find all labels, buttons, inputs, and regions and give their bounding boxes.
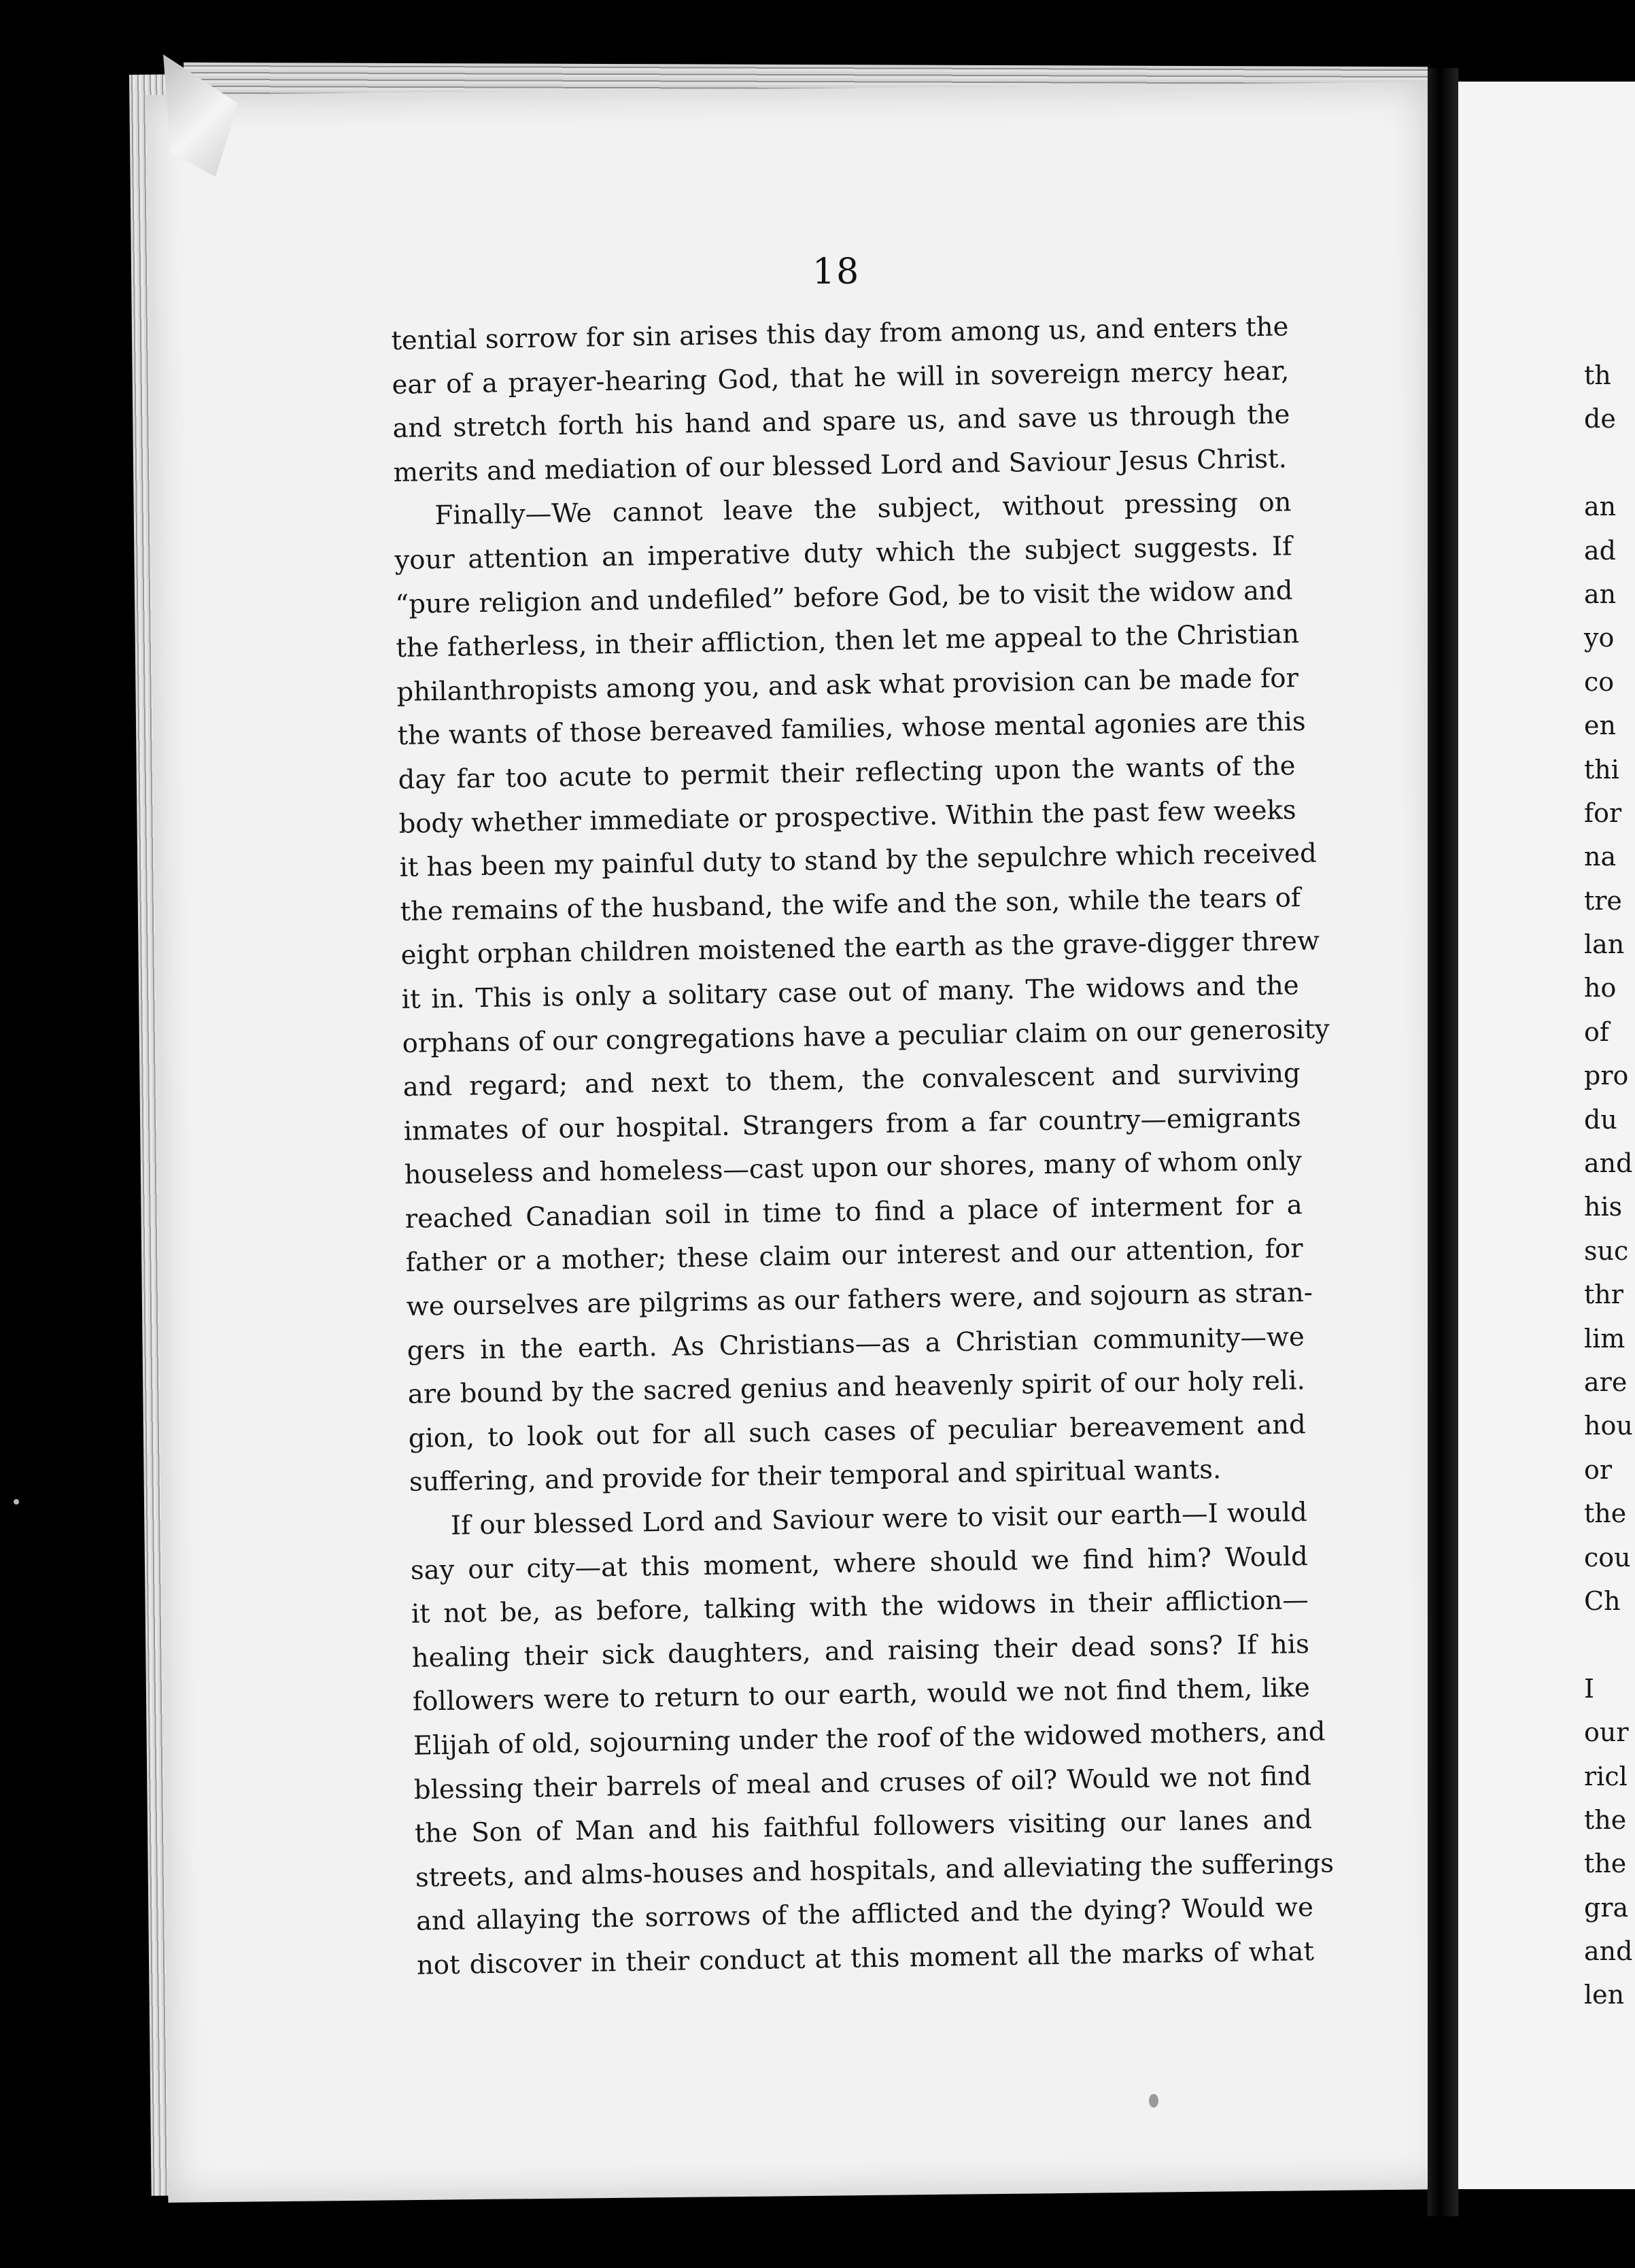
right-page-text-fragments <box>1584 354 1633 2017</box>
fragment-line: na <box>1584 842 1617 872</box>
text-line: and stretch forth his hand and spare us, and save us through the <box>392 399 1290 445</box>
scan-speck <box>14 1499 19 1505</box>
text-line: merits and mediation of our blessed Lord and Saviour Jesus Christ. <box>393 443 1288 488</box>
fragment-line: th <box>1584 360 1611 390</box>
fragment-line: an <box>1584 492 1617 522</box>
text-line: it has been my painful duty to stand by the sepulchre which received <box>399 838 1318 884</box>
text-line: “pure religion and undefiled” before God, be to visit the widow and <box>395 574 1293 620</box>
text-line: eight orphan children moistened the earth as the grave-digger threw <box>400 925 1320 972</box>
text-line: are bound by the sacred genius and heavenly spirit of our holy reli. <box>407 1365 1306 1411</box>
fragment-line: en <box>1584 710 1616 741</box>
fragment-line: the <box>1584 1849 1627 1879</box>
fragment-line: I <box>1584 1673 1595 1704</box>
text-line: inmates of our hospital. Strangers from a far country—emigrants <box>403 1101 1301 1147</box>
text-line: it not be, as before, talking with the widows in their affliction— <box>411 1585 1309 1630</box>
text-line: houseless and homeless—cast upon our shores, many of whom only <box>404 1146 1303 1191</box>
text-line: healing their sick daughters, and raising their dead sons? If his <box>411 1628 1310 1674</box>
fragment-line: ad <box>1584 535 1616 566</box>
body-text <box>391 305 1335 1988</box>
fragment-line: or <box>1584 1454 1613 1485</box>
text-line: philanthropists among you, and ask what provision can be made for <box>396 662 1299 708</box>
fragment-line: len <box>1584 1980 1625 2010</box>
text-line: it in. This is only a solitary case out of many. The widows and the <box>401 970 1299 1015</box>
text-line: Finally—We cannot leave the subject, without pressing on <box>434 487 1292 532</box>
fragment-line: lim <box>1584 1323 1625 1354</box>
scan-speck <box>1149 2094 1158 2108</box>
fragment-line: tre <box>1584 885 1622 916</box>
fragment-line <box>1584 441 1621 485</box>
text-line: and regard; and next to them, the convalescent and surviving <box>402 1058 1301 1103</box>
fragment-line: de <box>1584 404 1616 434</box>
fragment-line: and <box>1584 1148 1633 1179</box>
fragment-line: our <box>1584 1717 1629 1748</box>
fragment-line: co <box>1584 666 1615 697</box>
fragment-line: hou <box>1584 1411 1633 1441</box>
text-line: say our city—at this moment, where should we find him? Would <box>410 1541 1309 1586</box>
text-line: ear of a prayer-hearing God, that he will in sovereign mercy hear, <box>392 355 1290 400</box>
fragment-line: his <box>1584 1192 1623 1222</box>
text-line: father or a mother; these claim our interest and our attention, for <box>405 1233 1303 1279</box>
fragment-line: and <box>1584 1936 1633 1967</box>
fragment-line <box>1584 1623 1621 1666</box>
fragment-line: yo <box>1584 623 1615 653</box>
text-line: gers in the earth. As Christians—as a Christian community—we <box>407 1321 1305 1367</box>
fragment-line: thi <box>1584 754 1619 785</box>
text-line: and allaying the sorrows of the afflicted and the dying? Would we <box>415 1892 1314 1938</box>
book-gutter <box>1428 68 1458 2216</box>
fragment-line: are <box>1584 1367 1628 1397</box>
text-line: gion, to look out for all such cases of peculiar bereavement and <box>408 1409 1307 1454</box>
text-line: Elijah of old, sojourning under the roof of the widowed mothers, and <box>413 1716 1326 1762</box>
text-line: streets, and alms-houses and hospitals, and alleviating the sufferings <box>415 1848 1335 1893</box>
fragment-line: for <box>1584 797 1622 828</box>
fragment-line: an <box>1584 579 1617 609</box>
fragment-line: the <box>1584 1804 1627 1835</box>
text-line: blessing their barrels of meal and cruses of oil? Would we not find <box>413 1760 1312 1806</box>
text-line: reached Canadian soil in time to find a place of interment for a <box>405 1189 1303 1235</box>
text-line: not discover in their conduct at this moment all the marks of what <box>416 1936 1315 1981</box>
text-line: suffering, and provide for their temporal and spiritual wants. <box>409 1454 1222 1498</box>
fragment-line: ho <box>1584 973 1617 1003</box>
page-number: 18 <box>812 252 861 292</box>
fragment-line: ricl <box>1584 1761 1628 1791</box>
text-line: your attention an imperative duty which the subject suggests. If <box>394 531 1292 576</box>
fragment-line: the <box>1584 1498 1627 1529</box>
text-line: we ourselves are pilgrims as our fathers were, and sojourn as stran- <box>406 1277 1313 1322</box>
fragment-line: thr <box>1584 1279 1623 1310</box>
fragment-line: gra <box>1584 1892 1629 1923</box>
text-line: the Son of Man and his faithful followers visiting our lanes and <box>414 1804 1313 1849</box>
text-line: day far too acute to permit their reflecting upon the wants of the <box>398 751 1296 795</box>
fragment-line: du <box>1584 1104 1617 1135</box>
text-line: orphans of our congregations have a peculiar claim on our generosity <box>402 1013 1330 1059</box>
text-line: the wants of those bereaved families, whose mental agonies are this <box>397 706 1306 752</box>
text-line: the remains of the husband, the wife and the son, while the tears of <box>400 882 1301 927</box>
fragment-line: suc <box>1584 1235 1629 1266</box>
text-line: If our blessed Lord and Saviour were to visit our earth—I would <box>450 1497 1308 1541</box>
text-line: the fatherless, in their affliction, then let me appeal to the Christian <box>396 619 1300 664</box>
fragment-line: pro <box>1584 1061 1629 1091</box>
fragment-line: Ch <box>1584 1585 1621 1616</box>
text-line: body whether immediate or prospective. Within the past few weeks <box>398 794 1296 840</box>
fragment-line: cou <box>1584 1542 1631 1573</box>
text-line: followers were to return to our earth, would we not find them, like <box>412 1672 1311 1718</box>
fragment-line: of <box>1584 1016 1609 1047</box>
text-line: tential sorrow for sin arises this day from among us, and enters the <box>391 311 1289 356</box>
fragment-line: lan <box>1584 929 1625 960</box>
